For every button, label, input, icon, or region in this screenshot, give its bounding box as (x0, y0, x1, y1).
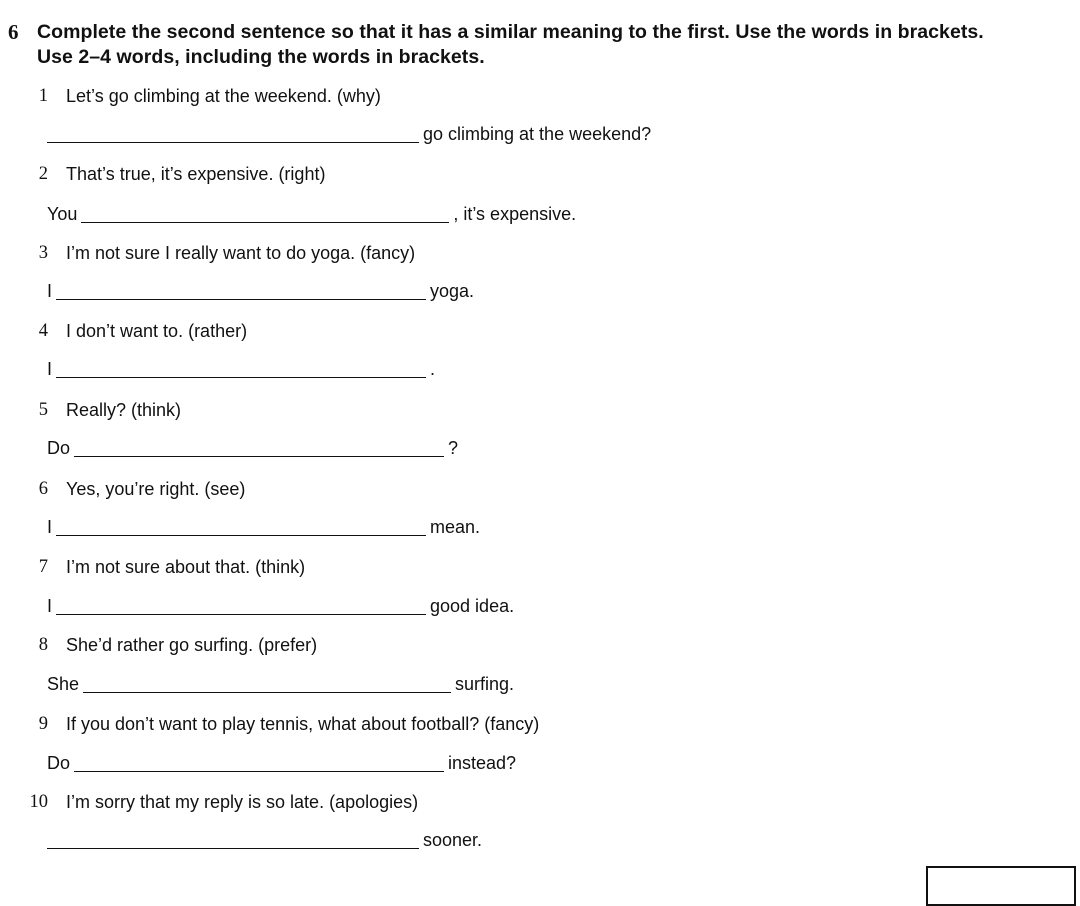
answer-line (47, 595, 514, 617)
item-prompt: I’m not sure I really want to do yoga. (fancy) (66, 243, 416, 263)
answer-blank[interactable] (56, 359, 426, 378)
exercise-item-2 (0, 163, 1080, 243)
item-number: 5 (38, 400, 48, 420)
item-prompt: Let’s go climbing at the weekend. (why) (66, 86, 381, 106)
item-number: 10 (29, 792, 48, 812)
item-number: 9 (38, 714, 48, 734)
answer-line (47, 437, 458, 459)
item-number: 1 (38, 86, 48, 106)
answer-blank[interactable] (47, 830, 419, 849)
instructions-line-2: Use 2–4 words, including the words in brackets. (37, 46, 485, 68)
answer-blank[interactable] (56, 281, 426, 300)
answer-suffix: yoga. (430, 281, 475, 301)
answer-line (47, 358, 435, 380)
answer-suffix: good idea. (430, 596, 515, 616)
answer-blank[interactable] (56, 596, 426, 615)
answer-prefix: I (47, 359, 53, 379)
answer-line (47, 829, 482, 851)
item-prompt: I’m not sure about that. (think) (66, 557, 306, 577)
answer-suffix: go climbing at the weekend? (423, 124, 652, 144)
instructions (37, 20, 1077, 70)
item-number: 8 (38, 635, 48, 655)
answer-suffix: sooner. (423, 830, 483, 850)
answer-blank[interactable] (47, 124, 419, 143)
item-number: 4 (38, 321, 48, 341)
exercise-item-7 (0, 556, 1080, 636)
item-prompt: Really? (think) (66, 400, 182, 420)
answer-line (47, 516, 480, 538)
item-prompt: She’d rather go surfing. (prefer) (66, 635, 318, 655)
item-prompt: That’s true, it’s expensive. (right) (66, 164, 326, 184)
instructions-line-1: Complete the second sentence so that it has a similar meaning to the first. Use the words in brackets. (37, 21, 984, 43)
exercise-item-4 (0, 320, 1080, 400)
answer-line (47, 673, 514, 695)
answer-suffix: ? (448, 438, 459, 458)
exercise-number: 6 (8, 20, 19, 44)
answer-line (47, 280, 474, 302)
exercise-item-8 (0, 634, 1080, 714)
answer-prefix: Do (47, 438, 71, 458)
answer-line (47, 752, 516, 774)
item-number: 2 (38, 164, 48, 184)
answer-blank[interactable] (74, 753, 444, 772)
exercise-item-5 (0, 399, 1080, 479)
answer-blank[interactable] (74, 438, 444, 457)
answer-suffix: , it’s expensive. (453, 204, 577, 224)
answer-prefix: I (47, 281, 53, 301)
answer-prefix: I (47, 517, 53, 537)
exercise-item-9 (0, 713, 1080, 793)
answer-prefix: You (47, 204, 78, 224)
answer-blank[interactable] (56, 517, 426, 536)
item-prompt: Yes, you’re right. (see) (66, 479, 246, 499)
answer-blank[interactable] (81, 204, 449, 223)
answer-blank[interactable] (83, 674, 451, 693)
exercise-item-3 (0, 242, 1080, 322)
answer-suffix: mean. (430, 517, 481, 537)
answer-suffix: . (430, 359, 436, 379)
answer-line (47, 123, 651, 145)
answer-prefix: Do (47, 753, 71, 773)
item-number: 7 (38, 557, 48, 577)
item-number: 6 (38, 479, 48, 499)
answer-prefix: I (47, 596, 53, 616)
answer-line (47, 203, 576, 225)
item-prompt: I don’t want to. (rather) (66, 321, 248, 341)
item-prompt: I’m sorry that my reply is so late. (apologies) (66, 792, 419, 812)
marks-box (926, 866, 1076, 906)
exercise-item-6 (0, 478, 1080, 558)
answer-suffix: instead? (448, 753, 517, 773)
answer-prefix: She (47, 674, 80, 694)
exercise-item-10 (0, 791, 1080, 871)
answer-suffix: surfing. (455, 674, 515, 694)
item-number: 3 (38, 243, 48, 263)
exercise-item-1 (0, 85, 1080, 165)
item-prompt: If you don’t want to play tennis, what about football? (fancy) (66, 714, 540, 734)
